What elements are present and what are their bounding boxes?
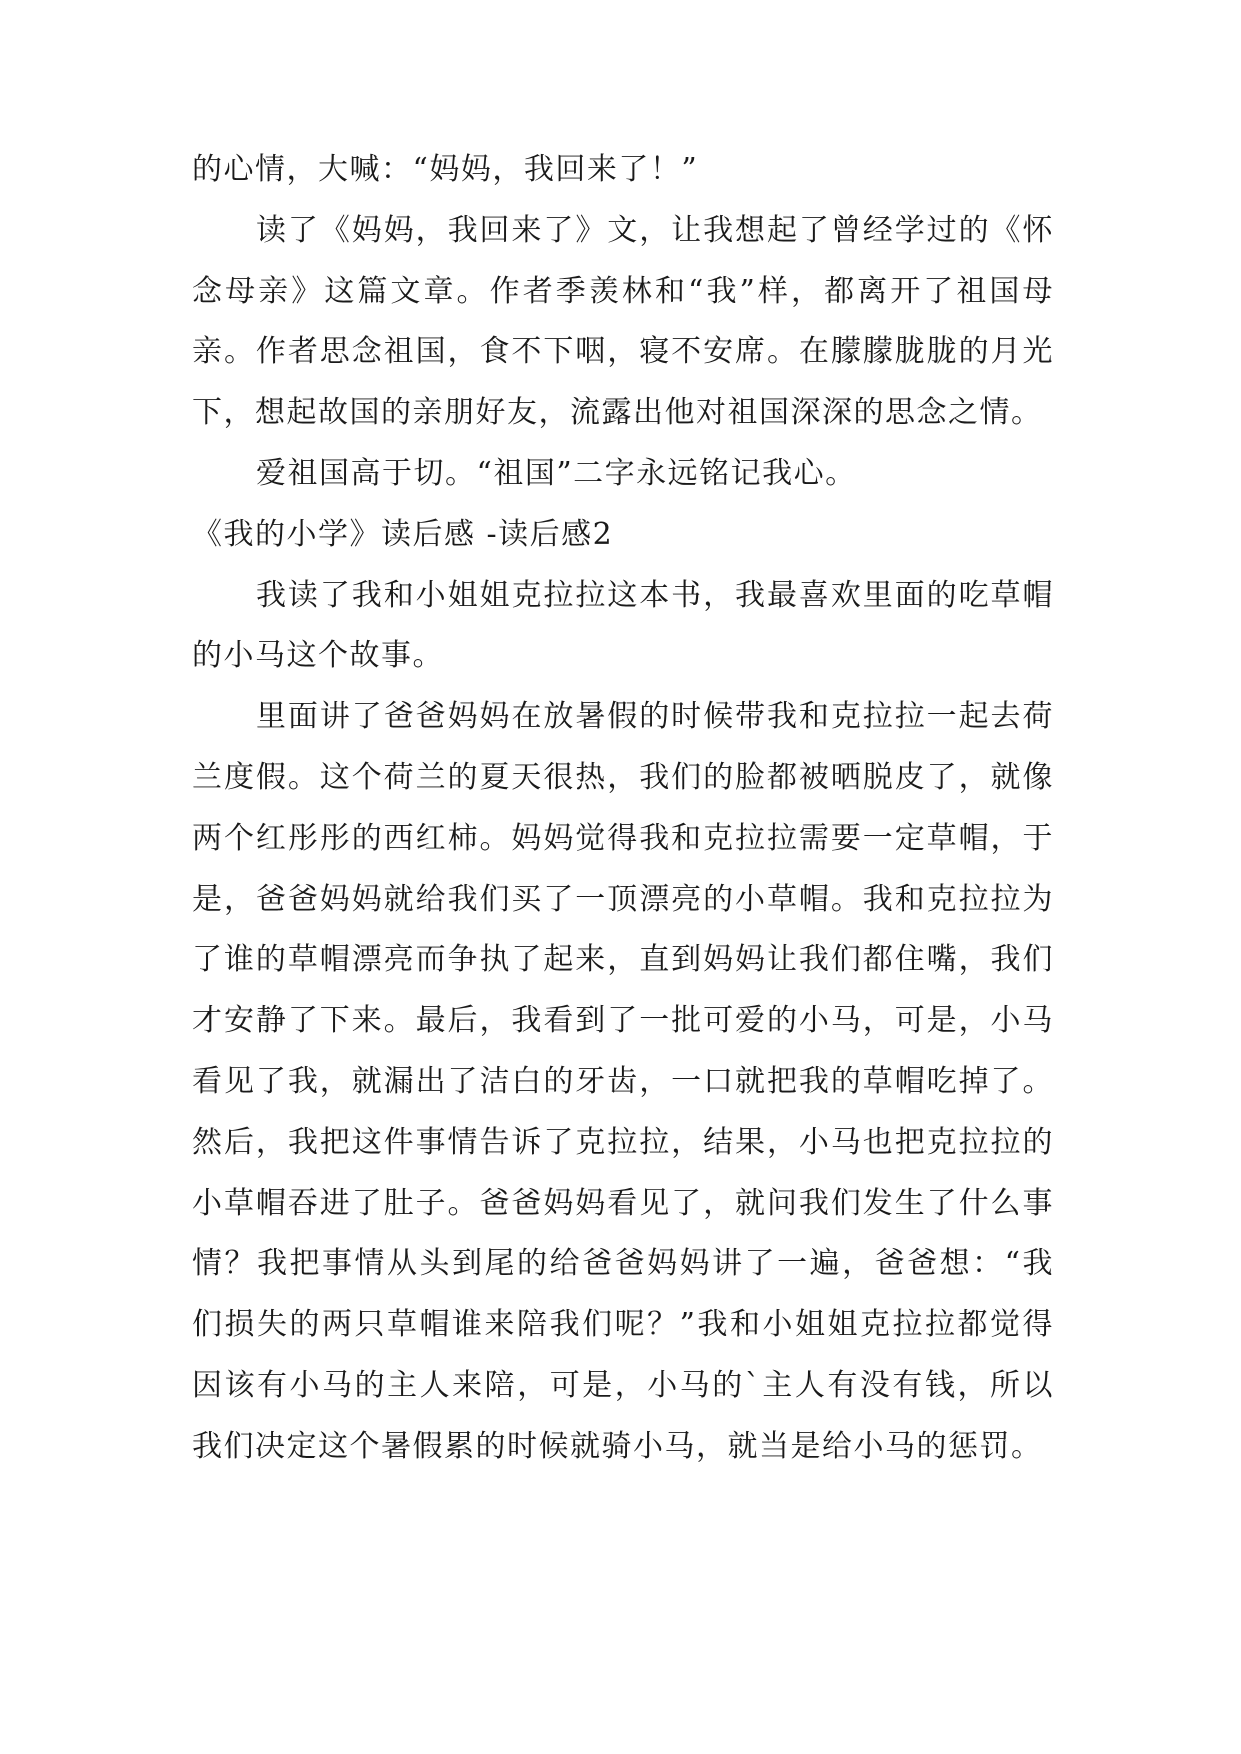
paragraph-reflection: 读了《妈妈，我回来了》文，让我想起了曾经学过的《怀念母亲》这篇文章。作者季羡林和“我”样，都离开了祖国母亲。作者思念祖国，食不下咽，寝不安席。在朦朦胧胧的月光下，想起故国的亲朋好友，流露出他对祖国深深的思念之情。: [192, 212, 1054, 431]
paragraph-story: 里面讲了爸爸妈妈在放暑假的时候带我和克拉拉一起去荷兰度假。这个荷兰的夏天很热，我们的脸都被晒脱皮了，就像两个红彤彤的西红柿。妈妈觉得我和克拉拉需要一定草帽，于是，爸爸妈妈就给我们买了一顶漂亮的小草帽。我和克拉拉为了谁的草帽漂亮而争执了起来，直到妈妈让我们都住嘴，我们才安静了下来。最后，我看到了一批可爱的小马，可是，小马看见了我，就漏出了洁白的牙齿，一口就把我的草帽吃掉了。然后，我把这件事情告诉了克拉拉，结果，小马也把克拉拉的小草帽吞进了肚子。爸爸妈妈看见了，就问我们发生了什么事情？我把事情从头到尾的给爸爸妈妈讲了一遍，爸爸想：“我们损失的两只草帽谁来陪我们呢？”我和小姐姐克拉拉都觉得因该有小马的主人来陪，可是，小马的`主人有没有钱，所以我们决定这个暑假累的时候就骑小马，就当是给小马的惩罚。: [192, 699, 1054, 1464]
document-page: [192, 140, 1054, 1478]
paragraph-conclusion: 爱祖国高于切。“祖国”二字永远铭记我心。: [256, 455, 857, 491]
paragraph-intro: 我读了我和小姐姐克拉拉这本书，我最喜欢里面的吃草帽的小马这个故事。: [192, 577, 1054, 674]
paragraph-continuation: 的心情，大喊：“妈妈，我回来了！”: [192, 152, 699, 187]
section-heading: 《我的小学》读后感 -读后感2: [192, 516, 614, 552]
